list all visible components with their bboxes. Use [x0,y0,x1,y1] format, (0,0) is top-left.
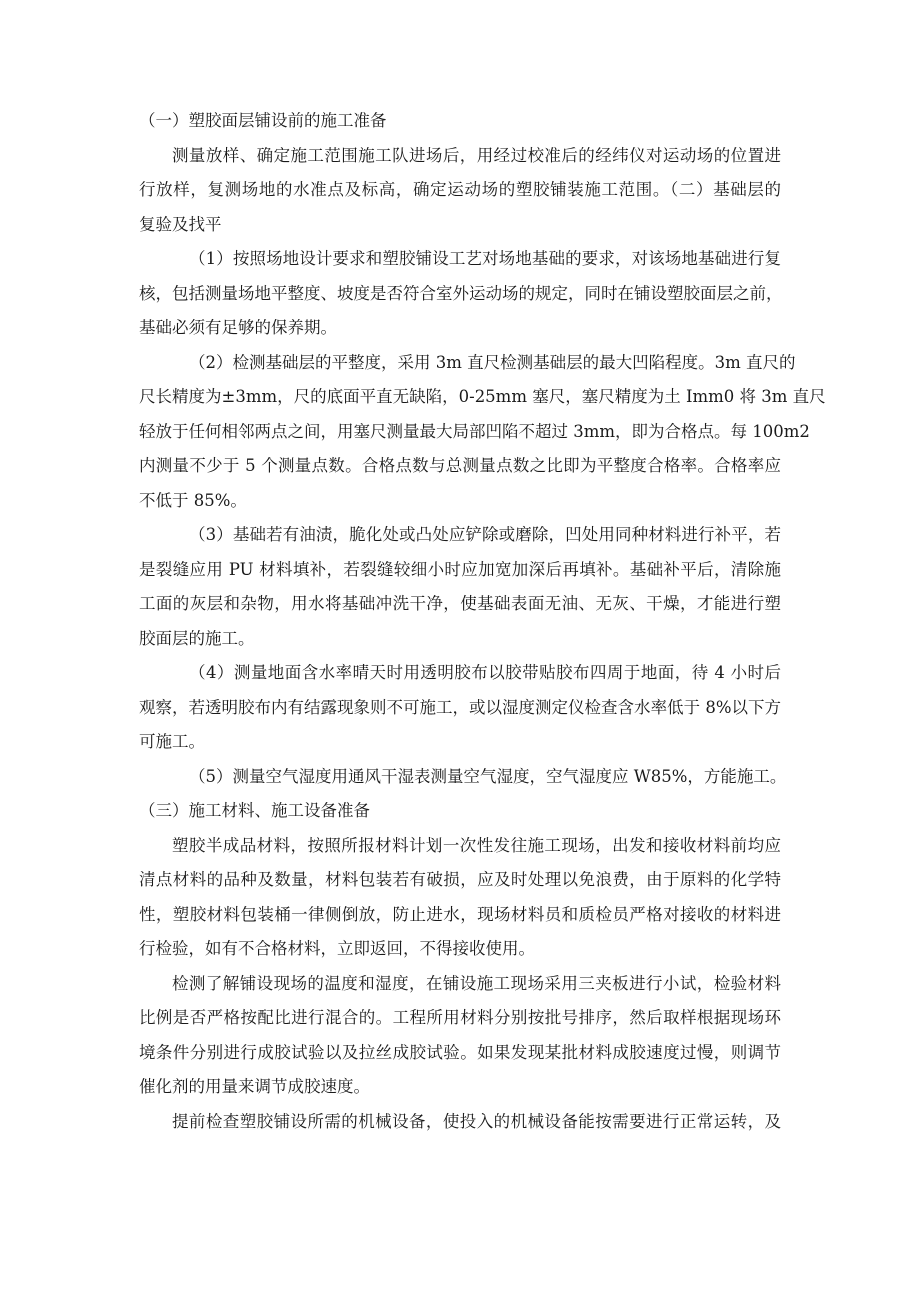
text-line: 催化剂的用量来调节成胶速度。 [139,1077,370,1096]
text-line: 行检验，如有不合格材料，立即返回，不得接收使用。 [139,939,535,958]
text-line: 性，塑胶材料包装桶一律侧倒放，防止进水，现场材料员和质检员严格对接收的材料进 [139,904,781,924]
text-line: 复验及找平 [139,214,222,234]
text-line: 清点材料的品种及数量，材料包装若有破损，应及时处理以免浪费，由于原料的化学特 [139,870,781,889]
paragraph-materials [139,829,781,967]
text-line: 观察，若透明胶布内有结露现象则不可施工，或以湿度测定仪检查含水率低于 8%以下方 [139,697,781,717]
text-line: （2）检测基础层的平整度，采用 3m 直尺检测基础层的最大凹陷程度。3m 直尺的 [189,352,796,372]
text-line: 是裂缝应用 PU 材料填补，若裂缝较细小时应加宽加深后再填补。基础补平后，清除施 [139,559,781,579]
text-line: 塑胶半成品材料，按照所报材料计划一次性发往施工现场，出发和接收材料前均应 [172,835,781,855]
section-heading-3: （三）施工材料、施工设备准备 [139,801,370,820]
text-line: 核，包括测量场地平整度、坡度是否符合室外运动场的规定，同时在铺设塑胶面层之前， [139,283,783,303]
text-line: 基础必须有足够的保养期。 [139,318,337,337]
paragraph-item-1 [139,242,781,346]
paragraph-equipment [139,1105,781,1140]
paragraph-item-3 [139,518,781,656]
text-line: 轻放于任何相邻两点之间，用塞尺测量最大局部凹陷不超过 3mm，即为合格点。每 100m2 [139,421,810,441]
paragraph-testing [139,967,781,1105]
text-line: （5）测量空气湿度用通风干湿表测量空气湿度，空气湿度应 W85%，方能施工。 [189,766,787,786]
text-line: 提前检查塑胶铺设所需的机械设备，使投入的机械设备能按需要进行正常运转，及 [172,1111,781,1131]
text-line: 比例是否严格按配比进行混合的。工程所用材料分别按批号排序，然后取样根据现场环 [139,1008,781,1027]
text-line: 测量放样、确定施工范围施工队进场后，用经过校准后的经纬仪对运动场的位置进 [172,145,781,165]
document-page [139,104,826,1139]
text-line: 胶面层的施工。 [139,628,255,648]
text-line: 不低于 85%。 [139,490,247,510]
paragraph-item-4 [139,656,781,760]
text-line: 尺长精度为±3mm，尺的底面平直无缺陷，0-25mm 塞尺，塞尺精度为土 Imm0 将 3m 直尺 [139,387,826,406]
text-line: （3）基础若有油渍，脆化处或凸处应铲除或磨除，凹处用同种材料进行补平，若 [189,525,781,544]
text-line: 行放样，复测场地的水准点及标高，确定运动场的塑胶铺装施工范围。（二）基础层的 [139,180,781,199]
text-line: 内测量不少于 5 个测量点数。合格点数与总测量点数之比即为平整度合格率。合格率应 [139,456,781,475]
paragraph-item-2 [139,346,826,519]
text-line: （1）按照场地设计要求和塑胶铺设工艺对场地基础的要求，对该场地基础进行复 [189,249,781,268]
text-line: 可施工。 [139,732,205,751]
section-heading-1: （一）塑胶面层铺设前的施工准备 [139,111,387,130]
text-line: （4）测量地面含水率晴天时用透明胶布以胶带贴胶布四周于地面，待 4 小时后 [189,663,781,682]
text-line: 检测了解铺设现场的温度和湿度，在铺设施工现场采用三夹板进行小试，检验材料 [172,973,781,993]
text-line: 境条件分别进行成胶试验以及拉丝成胶试验。如果发现某批材料成胶速度过慢，则调节 [139,1042,781,1062]
paragraph-survey [139,139,781,243]
paragraph-item-5 [139,760,787,795]
text-line: 工面的灰层和杂物，用水将基础冲洗干净，使基础表面无油、无灰、干燥，才能进行塑 [139,594,781,613]
